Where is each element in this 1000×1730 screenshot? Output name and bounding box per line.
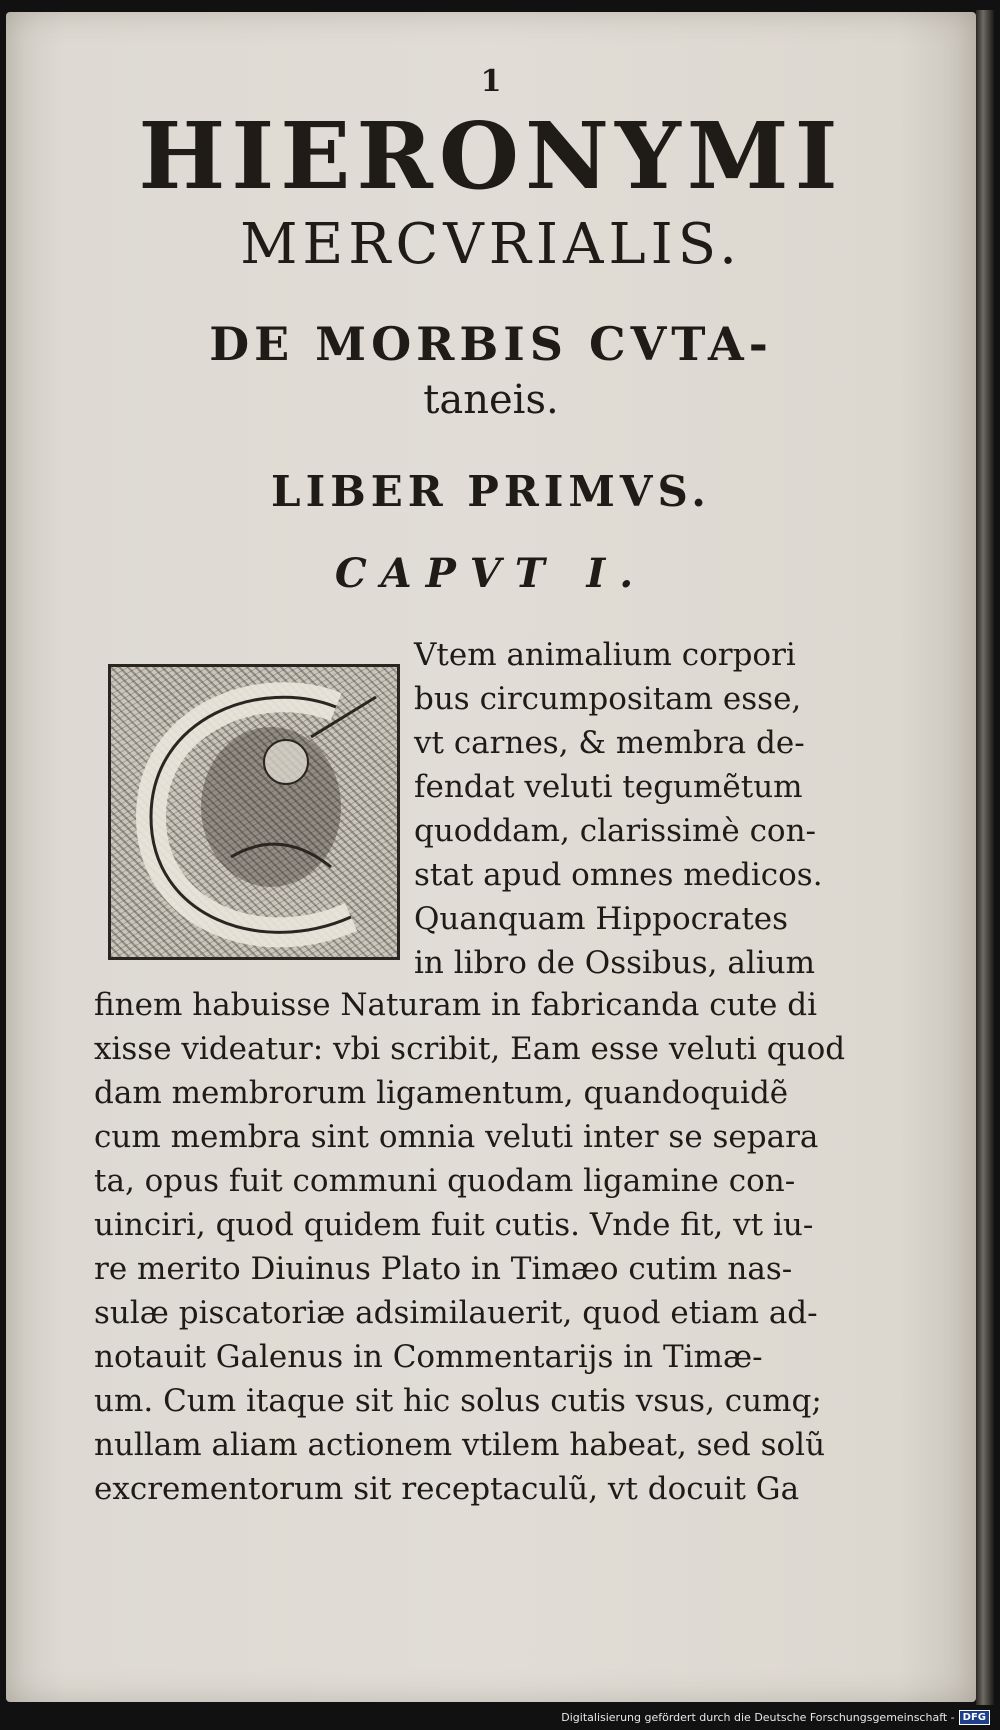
text-line: xisse videatur: vbi scribit, Eam esse veluti quod [94,1031,846,1067]
text-line: Quanquam Hippocrates [414,901,789,937]
text-line: fendat veluti tegumẽtum [414,769,803,805]
title-subject-continued: taneis. [423,377,559,423]
book-edge [976,10,994,1705]
text-line: excrementorum sit receptaculũ, vt docuit Ga [94,1471,800,1507]
credit-text: Digitalisierung gefördert durch die Deutsche Forschungsgemeinschaft - [561,1711,955,1724]
text-line: uinciri, quod quidem fuit cutis. Vnde fit, vt iu- [94,1207,814,1243]
text-line: stat apud omnes medicos. [414,857,823,893]
text-line: bus circumpositam esse, [414,681,802,717]
text-line: cum membra sint omnia veluti inter se separa [94,1119,819,1155]
text-line: re merito Diuinus Plato in Timæo cutim nas- [94,1251,793,1287]
title-subject: DE MORBIS CVTA- [209,317,773,371]
text-line: um. Cum itaque sit hic solus cutis vsus, cumq; [94,1383,822,1419]
woodcut-initial-c-icon [108,664,400,960]
text-line: vt carnes, & membra de- [414,725,805,761]
text-line: in libro de Ossibus, alium [414,945,816,981]
digitization-credit [561,1710,990,1725]
title-author-first: HIERONYMI [138,102,844,210]
text-line: notauit Galenus in Commentarijs in Timæ- [94,1339,763,1375]
chapter-heading: CAPVT I. [334,550,648,597]
title-author-last: MERCVRIALIS. [240,212,742,277]
dfg-logo-icon: DFG [959,1710,990,1725]
text-line: dam membrorum ligamentum, quandoquidẽ [94,1075,789,1111]
page-number: 1 [480,64,502,99]
text-line: sulæ piscatoriæ adsimilauerit, quod etiam ad- [94,1295,818,1331]
text-line: nullam aliam actionem vtilem habeat, sed solũ [94,1427,826,1463]
book-heading: LIBER PRIMVS. [271,467,711,516]
book-page [6,12,976,1702]
text-line: ta, opus fuit communi quodam ligamine con- [94,1163,796,1199]
text-line: quoddam, clarissimè con- [414,813,817,849]
text-line: Vtem animalium corpori [414,637,796,673]
text-line: finem habuisse Naturam in fabricanda cute di [94,987,818,1023]
